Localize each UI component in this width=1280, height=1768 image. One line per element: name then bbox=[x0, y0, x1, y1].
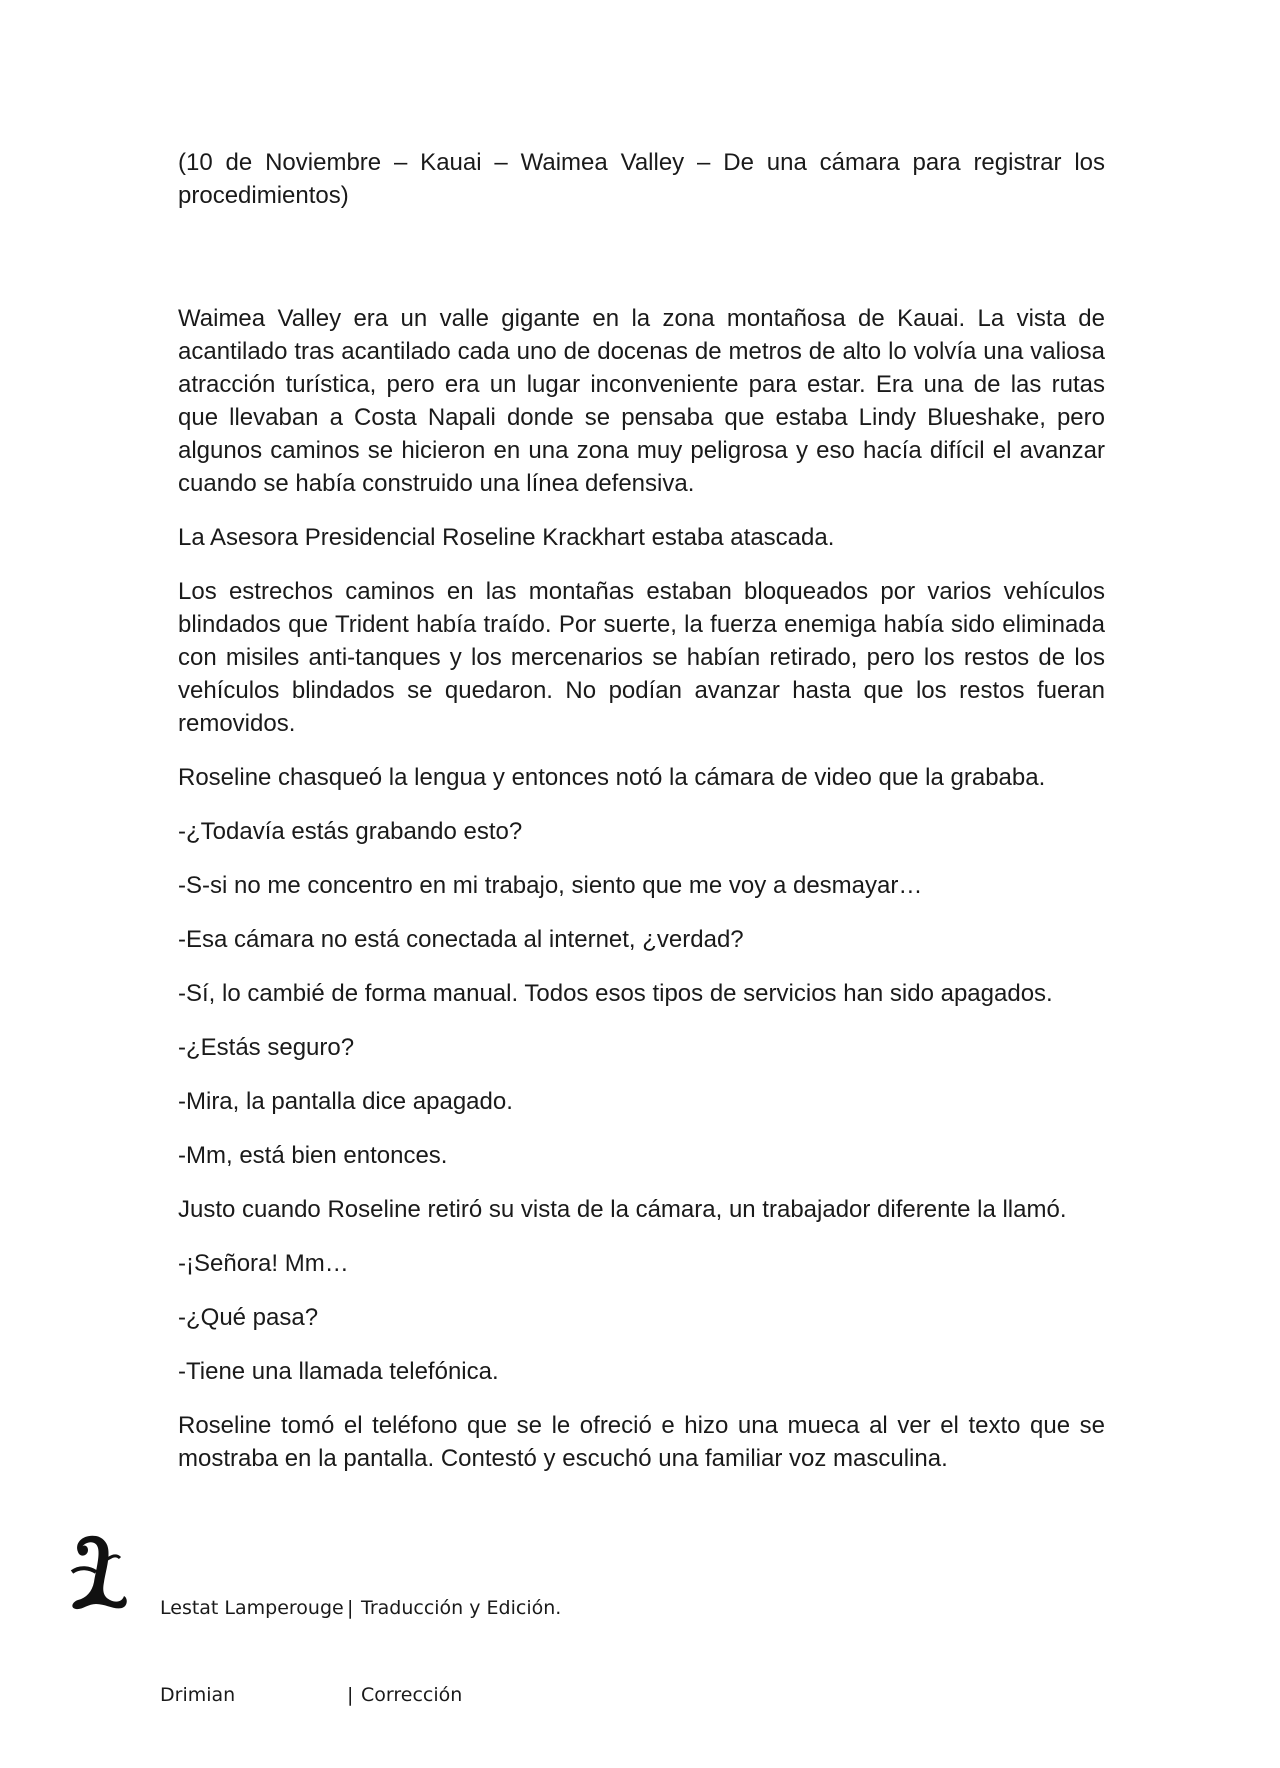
scene-heading: (10 de Noviembre – Kauai – Waimea Valley – De una cámara para registrar los procedimientos) bbox=[178, 149, 1105, 209]
credit-role: Corrección bbox=[361, 1684, 463, 1706]
dialogue-line: -¿Estás seguro? bbox=[178, 1034, 355, 1061]
dialogue-line: -¿Todavía estás grabando esto? bbox=[178, 818, 523, 845]
credit-name: Lestat Lamperouge bbox=[160, 1597, 344, 1619]
paragraph: Waimea Valley era un valle gigante en la zona montañosa de Kauai. La vista de acantilado tras acantilado cada uno de docenas de metros de alto lo volvía una valiosa atracción turística, pero era un lugar inconveniente para estar. Era una de las rutas que llevaban a Costa Napali donde se pensaba que estaba Lindy Blueshake, pero algunos caminos se hicieron en una zona muy peligrosa y eso hacía difícil el avanzar cuando se había construido una línea defensiva. bbox=[178, 305, 1105, 497]
credits-block bbox=[160, 1536, 561, 1768]
credit-name: Drimian bbox=[160, 1684, 236, 1706]
page-footer bbox=[66, 1532, 766, 1706]
credit-separator: | bbox=[347, 1597, 354, 1619]
dialogue-line: -S-si no me concentro en mi trabajo, siento que me voy a desmayar… bbox=[178, 872, 923, 899]
paragraph: Los estrechos caminos en las montañas estaban bloqueados por varios vehículos blindados que Trident había traído. Por suerte, la fuerza enemiga había sido eliminada con misiles anti-tanques y los mercenarios se habían retirado, pero los restos de los vehículos blindados se quedaron. No podían avanzar hasta que los restos fueran removidos. bbox=[178, 578, 1105, 737]
gothic-l-logo-icon bbox=[66, 1532, 130, 1612]
dialogue-line: -Mm, está bien entonces. bbox=[178, 1142, 448, 1169]
credit-row bbox=[160, 1594, 561, 1623]
paragraph: Roseline chasqueó la lengua y entonces notó la cámara de video que la grababa. bbox=[178, 764, 1046, 791]
document-body bbox=[178, 146, 1105, 1496]
dialogue-line: -Mira, la pantalla dice apagado. bbox=[178, 1088, 513, 1115]
paragraph: Roseline tomó el teléfono que se le ofreció e hizo una mueca al ver el texto que se mostraba en la pantalla. Contestó y escuchó una familiar voz masculina. bbox=[178, 1412, 1105, 1472]
dialogue-line: -Tiene una llamada telefónica. bbox=[178, 1358, 499, 1385]
dialogue-line: -Esa cámara no está conectada al internet, ¿verdad? bbox=[178, 926, 744, 953]
dialogue-line: -¿Qué pasa? bbox=[178, 1304, 319, 1331]
paragraph: La Asesora Presidencial Roseline Krackhart estaba atascada. bbox=[178, 524, 835, 551]
credit-role: Traducción y Edición. bbox=[361, 1597, 562, 1619]
dialogue-line: -¡Señora! Mm… bbox=[178, 1250, 349, 1277]
paragraph: Justo cuando Roseline retiró su vista de la cámara, un trabajador diferente la llamó. bbox=[178, 1196, 1067, 1223]
dialogue-line: -Sí, lo cambié de forma manual. Todos esos tipos de servicios han sido apagados. bbox=[178, 980, 1053, 1007]
credit-separator: | bbox=[347, 1684, 354, 1706]
credit-row bbox=[160, 1681, 561, 1710]
